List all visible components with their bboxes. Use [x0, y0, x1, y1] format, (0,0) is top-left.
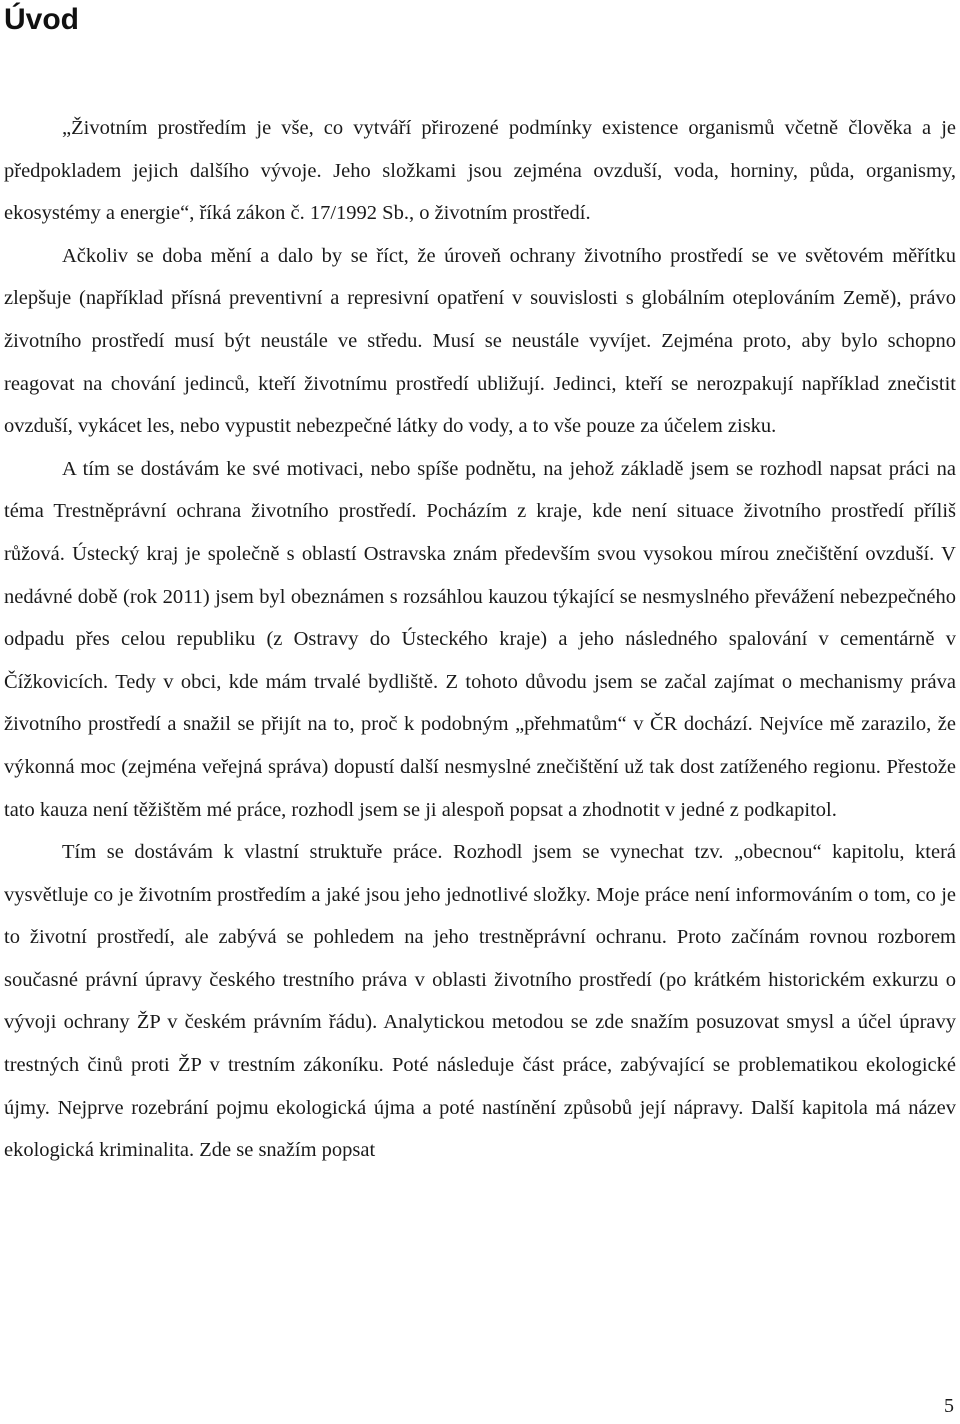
paragraph-context: Ačkoliv se doba mění a dalo by se říct, že úroveň ochrany životního prostředí se ve světovém měřítku zlepšuje (například přísná preventivní a represivní opatření v souvislosti s globálním oteplováním Země), právo životního prostředí musí být neustále ve středu. Musí se neustále vyvíjet. Zejména proto, aby bylo schopno reagovat na chování jedinců, kteří životnímu prostředí ubližují. Jedinci, kteří se nerozpakují například znečistit ovzduší, vykácet les, nebo vypustit nebezpečné látky do vody, a to vše pouze za účelem zisku. [4, 244, 956, 438]
page-number: 5 [944, 1395, 954, 1417]
paragraph-quote: „Životním prostředím je vše, co vytváří přirozené podmínky existence organismů včetně člověka a je předpokladem jejich dalšího vývoje. Jeho složkami jsou zejména ovzduší, voda, horniny, půda, organismy, ekosystémy a energie“, říká zákon č. 17/1992 Sb., o životním prostředí. [4, 117, 956, 225]
paragraph-motivation: A tím se dostávám ke své motivaci, nebo spíše podnětu, na jehož základě jsem se rozhodl napsat práci na téma Trestněprávní ochrana životního prostředí. Pocházím z kraje, kde není situace životního prostředí příliš růžová. Ústecký kraj je společně s oblastí Ostravska znám především svou vysokou mírou znečištění ovzduší. V nedávné době (rok 2011) jsem byl obeznámen s rozsáhlou kauzou týkající se nesmyslného převážení nebezpečného odpadu přes celou republiku (z Ostravy do Ústeckého kraje) a jeho následného spalování v cementárně v Čížkovicích. Tedy v obci, kde mám trvalé bydliště. Z tohoto důvodu jsem se začal zajímat o mechanismy práva životního prostředí a snažil se přijít na to, proč k podobným „přehmatům“ v ČR dochází. Nejvíce mě zarazilo, že výkonná moc (zejména veřejná správa) dopustí další nesmyslné znečištění už tak dost zatíženého regionu. Přestože tato kauza není těžištěm mé práce, rozhodl jsem se ji alespoň popsat a zhodnotit v jedné z podkapitol. [4, 457, 956, 821]
body-text [4, 107, 956, 1172]
section-heading: Úvod [4, 3, 79, 36]
paragraph-structure: Tím se dostávám k vlastní struktuře práce. Rozhodl jsem se vynechat tzv. „obecnou“ kapitolu, která vysvětluje co je životním prostředím a jaké jsou jeho jednotlivé složky. Moje práce není informováním o tom, co je to životní prostředí, ale zabývá se pohledem na jeho trestněprávní ochranu. Proto začínám rovnou rozborem současné právní úpravy českého trestního práva v oblasti životního prostředí (po krátkém historickém exkurzu o vývoji ochrany ŽP v českém právním řádu). Analytickou metodou se zde snažím posuzovat smysl a účel úpravy trestných činů proti ŽP v trestním zákoníku. Poté následuje část práce, zabývající se problematikou ekologické újmy. Nejprve rozebrání pojmu ekologická újma a poté nastínění způsobů její nápravy. Další kapitola má název ekologická kriminalita. Zde se snažím popsat [4, 841, 956, 1162]
